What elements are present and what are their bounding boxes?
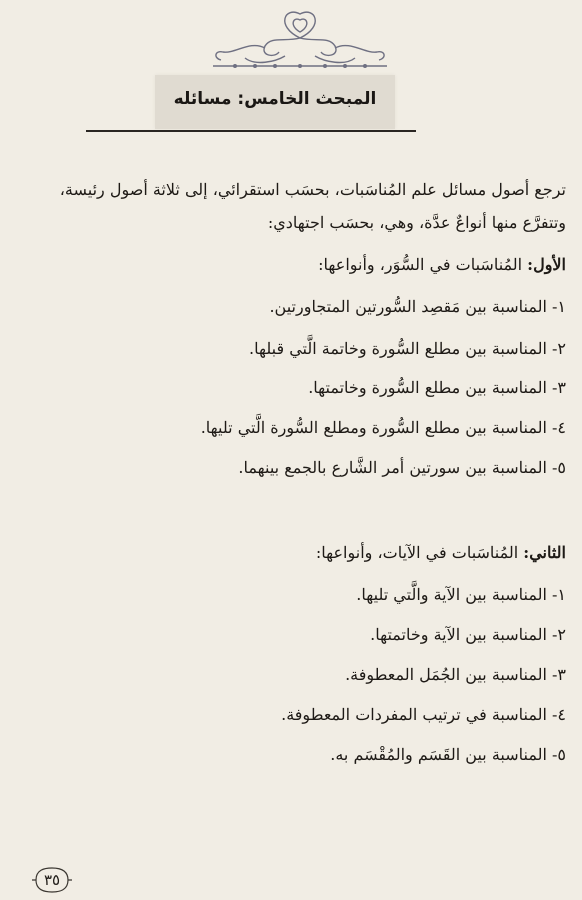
section-title-box [155,75,395,129]
list-item: ٤- المناسبة في ترتيب المفردات المعطوفة. [281,705,566,724]
list-item: ٣- المناسبة بين مطلع السُّورة وخاتمتها. [308,378,566,397]
list-item: ٢- المناسبة بين الآية وخاتمتها. [370,625,566,644]
list-item: ٣- المناسبة بين الجُمَل المعطوفة. [345,665,566,684]
section-two-heading [316,543,566,562]
intro-line-2: وتتفرَّع منها أنواعٌ عدَّة، وهي، بحسَب اجتهادي: [267,213,566,232]
section-one-heading [318,255,566,274]
section-one-heading-label: الأول: [527,255,566,274]
list-item: ٢- المناسبة بين مطلع السُّورة وخاتمة الَّتي قبلها. [249,339,566,358]
intro-line-1: ترجع أصول مسائل علم المُناسَبات، بحسَب استقرائي، إلى ثلاثة أصول رئيسة، [59,180,566,199]
list-item: ١- المناسبة بين الآية والَّتي تليها. [356,585,566,604]
section-one-heading-text: المُناسَبات في السُّوَر، وأنواعها: [318,255,528,274]
list-item: ٤- المناسبة بين مطلع السُّورة ومطلع السُّورة الَّتي تليها. [200,418,566,437]
section-title: المبحث الخامس: مسائله [173,89,377,109]
section-two-heading-label: الثاني: [523,543,566,562]
section-two-heading-text: المُناسَبات في الآيات، وأنواعها: [315,543,524,562]
page-number: ٣٥ [43,871,61,889]
decorative-ornament-icon [205,8,395,72]
list-item: ٥- المناسبة بين القَسَم والمُقْسَم به. [330,745,566,764]
list-item: ٥- المناسبة بين سورتين أمر الشَّارع بالجمع بينهما. [238,458,566,477]
list-item: ١- المناسبة بين مَقصِد السُّورتين المتجاورتين. [269,297,566,316]
title-underline [86,130,416,132]
